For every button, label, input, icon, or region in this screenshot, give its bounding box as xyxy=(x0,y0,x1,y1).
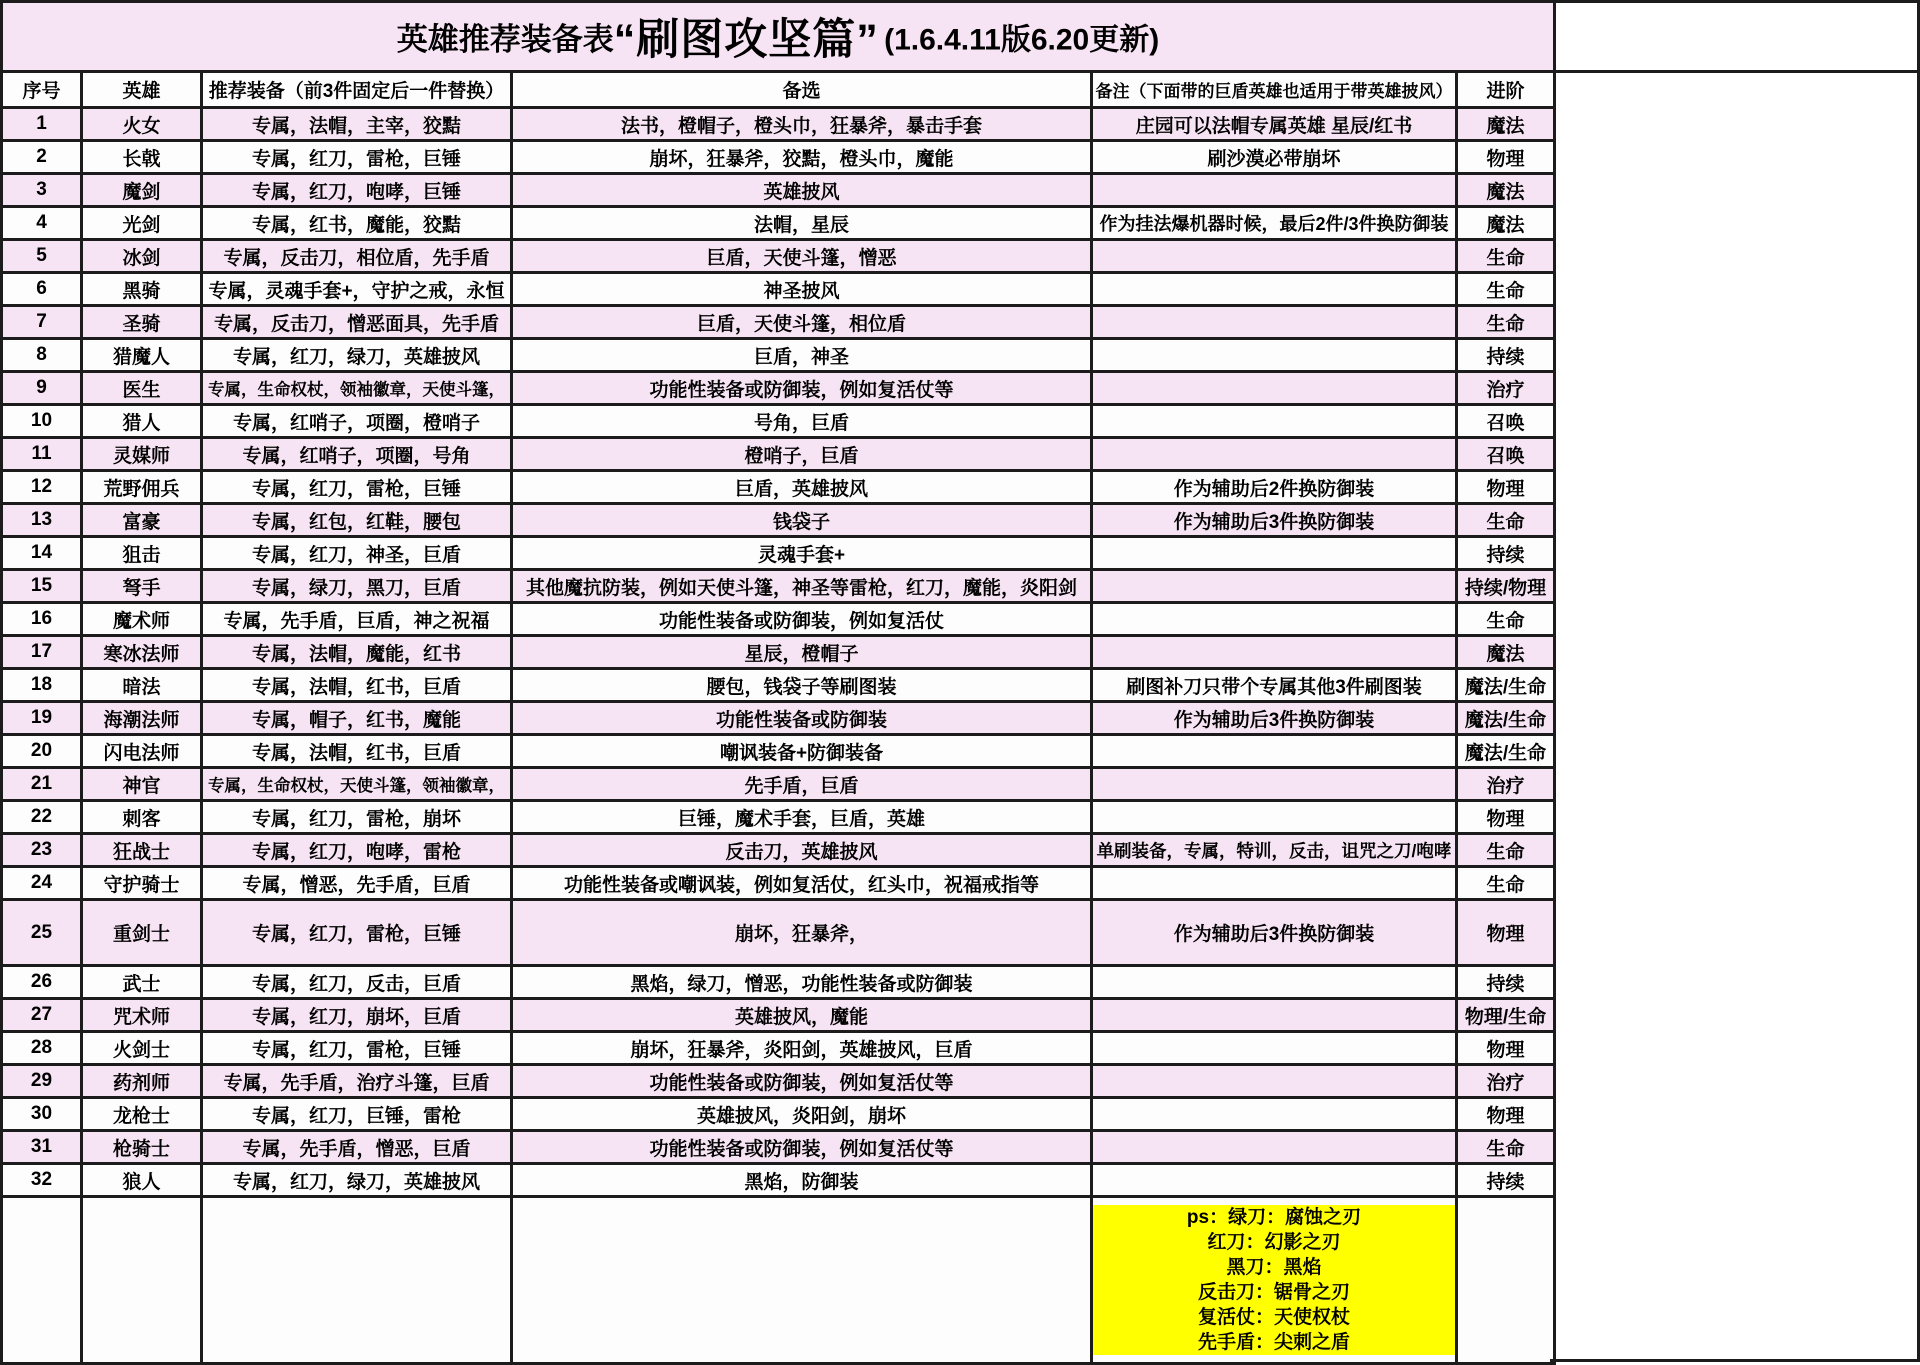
remark xyxy=(1092,438,1457,471)
recommended-equipment: 专属，红刀，雷枪，巨锤 xyxy=(202,1032,512,1065)
hero-name: 狂战士 xyxy=(82,834,202,867)
table-row xyxy=(2,1131,1555,1164)
table-row xyxy=(2,339,1555,372)
table-row xyxy=(2,1098,1555,1131)
table-row xyxy=(2,636,1555,669)
advancement-type: 召唤 xyxy=(1457,405,1555,438)
recommended-equipment: 专属，先手盾，巨盾，神之祝福 xyxy=(202,603,512,636)
alternative-equipment: 灵魂手套+ xyxy=(512,537,1092,570)
alternative-equipment: 巨盾，天使斗篷，憎恶 xyxy=(512,240,1092,273)
table-row xyxy=(2,834,1555,867)
title-bottom-border-extension xyxy=(1550,70,1920,73)
hero-name: 弩手 xyxy=(82,570,202,603)
table-row xyxy=(2,273,1555,306)
advancement-type: 魔法 xyxy=(1457,108,1555,141)
hero-name: 暗法 xyxy=(82,669,202,702)
remark xyxy=(1092,867,1457,900)
advancement-type: 持续/物理 xyxy=(1457,570,1555,603)
ps-note-line: 反击刀：锯骨之刃 xyxy=(1197,1282,1350,1303)
row-number: 13 xyxy=(2,504,82,537)
alternative-equipment: 黑焰，防御装 xyxy=(512,1164,1092,1197)
advancement-type: 魔法 xyxy=(1457,636,1555,669)
advancement-type: 生命 xyxy=(1457,306,1555,339)
advancement-type: 治疗 xyxy=(1457,768,1555,801)
table-row xyxy=(2,207,1555,240)
hero-name: 光剑 xyxy=(82,207,202,240)
remark xyxy=(1092,240,1457,273)
hero-name: 火剑士 xyxy=(82,1032,202,1065)
remark xyxy=(1092,405,1457,438)
title-quote: “刷图攻坚篇” xyxy=(613,16,879,64)
hero-name: 魔术师 xyxy=(82,603,202,636)
row-number: 6 xyxy=(2,273,82,306)
row-number: 29 xyxy=(2,1065,82,1098)
advancement-type: 生命 xyxy=(1457,1131,1555,1164)
row-number: 10 xyxy=(2,405,82,438)
recommended-equipment: 专属，生命权杖，领袖徽章，天使斗篷， xyxy=(202,372,512,405)
alternative-equipment: 黑焰，绿刀，憎恶，功能性装备或防御装 xyxy=(512,966,1092,999)
row-number: 23 xyxy=(2,834,82,867)
hero-name: 守护骑士 xyxy=(82,867,202,900)
row-number: 1 xyxy=(2,108,82,141)
recommended-equipment: 专属，反击刀，憎恶面具，先手盾 xyxy=(202,306,512,339)
remark xyxy=(1092,999,1457,1032)
row-number: 25 xyxy=(2,900,82,966)
empty-cell xyxy=(82,1197,202,1364)
table-row xyxy=(2,603,1555,636)
remark: 庄园可以法帽专属英雄 星辰/红书 xyxy=(1092,108,1457,141)
hero-name: 荒野佣兵 xyxy=(82,471,202,504)
hero-name: 黑骑 xyxy=(82,273,202,306)
table-row xyxy=(2,669,1555,702)
row-number: 17 xyxy=(2,636,82,669)
row-number: 9 xyxy=(2,372,82,405)
ps-note-line: 先手盾：尖刺之盾 xyxy=(1197,1332,1350,1353)
hero-name: 神官 xyxy=(82,768,202,801)
remark xyxy=(1092,1164,1457,1197)
advancement-type: 生命 xyxy=(1457,834,1555,867)
recommended-equipment: 专属，先手盾，憎恶，巨盾 xyxy=(202,1131,512,1164)
ps-note-line: 红刀：幻影之刃 xyxy=(1207,1232,1341,1253)
table-row xyxy=(2,306,1555,339)
hero-name: 枪骑士 xyxy=(82,1131,202,1164)
row-number: 22 xyxy=(2,801,82,834)
remark xyxy=(1092,570,1457,603)
col-header-hero: 英雄 xyxy=(82,72,202,108)
hero-name: 火女 xyxy=(82,108,202,141)
empty-cell xyxy=(2,1197,82,1364)
recommended-equipment: 专属，红哨子，项圈，橙哨子 xyxy=(202,405,512,438)
hero-name: 咒术师 xyxy=(82,999,202,1032)
hero-name: 医生 xyxy=(82,372,202,405)
row-number: 21 xyxy=(2,768,82,801)
row-number: 27 xyxy=(2,999,82,1032)
remark xyxy=(1092,1065,1457,1098)
advancement-type: 持续 xyxy=(1457,339,1555,372)
table-row xyxy=(2,405,1555,438)
table-row xyxy=(2,801,1555,834)
advancement-type: 物理 xyxy=(1457,141,1555,174)
empty-cell xyxy=(202,1197,512,1364)
advancement-type: 召唤 xyxy=(1457,438,1555,471)
row-number: 5 xyxy=(2,240,82,273)
hero-name: 长戟 xyxy=(82,141,202,174)
table-row xyxy=(2,867,1555,900)
alternative-equipment: 巨盾，神圣 xyxy=(512,339,1092,372)
hero-name: 狙击 xyxy=(82,537,202,570)
remark xyxy=(1092,339,1457,372)
title-version: (1.6.4.11版6.20更新) xyxy=(884,23,1160,57)
table-row xyxy=(2,735,1555,768)
row-number: 4 xyxy=(2,207,82,240)
row-number: 30 xyxy=(2,1098,82,1131)
table-row xyxy=(2,174,1555,207)
recommended-equipment: 专属，红哨子，项圈，号角 xyxy=(202,438,512,471)
table-row xyxy=(2,372,1555,405)
alternative-equipment: 功能性装备或防御装，例如复活仗等 xyxy=(512,372,1092,405)
hero-name: 冰剑 xyxy=(82,240,202,273)
alternative-equipment: 法书，橙帽子，橙头巾，狂暴斧，暴击手套 xyxy=(512,108,1092,141)
ps-note-line: 复活仗：天使权杖 xyxy=(1197,1307,1350,1328)
col-header-remark: 备注（下面带的巨盾英雄也适用于带英雄披风） xyxy=(1092,72,1457,108)
hero-name: 寒冰法师 xyxy=(82,636,202,669)
advancement-type: 物理 xyxy=(1457,1098,1555,1131)
recommended-equipment: 专属，红刀，雷枪，崩坏 xyxy=(202,801,512,834)
advancement-type: 持续 xyxy=(1457,1164,1555,1197)
recommended-equipment: 专属，反击刀，相位盾，先手盾 xyxy=(202,240,512,273)
remark xyxy=(1092,273,1457,306)
row-number: 18 xyxy=(2,669,82,702)
recommended-equipment: 专属，红刀，咆哮，雷枪 xyxy=(202,834,512,867)
recommended-equipment: 专属，法帽，红书，巨盾 xyxy=(202,735,512,768)
recommended-equipment: 专属，红包，红鞋，腰包 xyxy=(202,504,512,537)
row-number: 3 xyxy=(2,174,82,207)
row-number: 14 xyxy=(2,537,82,570)
alternative-equipment: 英雄披风 xyxy=(512,174,1092,207)
recommended-equipment: 专属，红刀，巨锤，雷枪 xyxy=(202,1098,512,1131)
row-number: 24 xyxy=(2,867,82,900)
alternative-equipment: 功能性装备或防御装，例如复活仗 xyxy=(512,603,1092,636)
table-row xyxy=(2,1164,1555,1197)
table-row xyxy=(2,900,1555,966)
advancement-type: 生命 xyxy=(1457,603,1555,636)
hero-name: 武士 xyxy=(82,966,202,999)
alternative-equipment: 反击刀，英雄披风 xyxy=(512,834,1092,867)
remark xyxy=(1092,372,1457,405)
recommended-equipment: 专属，红刀，神圣，巨盾 xyxy=(202,537,512,570)
row-number: 32 xyxy=(2,1164,82,1197)
alternative-equipment: 号角，巨盾 xyxy=(512,405,1092,438)
recommended-equipment: 专属，先手盾，治疗斗篷，巨盾 xyxy=(202,1065,512,1098)
hero-name: 闪电法师 xyxy=(82,735,202,768)
table-row xyxy=(2,702,1555,735)
advancement-type: 生命 xyxy=(1457,273,1555,306)
advancement-type: 治疗 xyxy=(1457,1065,1555,1098)
recommended-equipment: 专属，法帽，主宰，狡黠 xyxy=(202,108,512,141)
table-row xyxy=(2,141,1555,174)
recommended-equipment: 专属，红刀，绿刀，英雄披风 xyxy=(202,1164,512,1197)
alternative-equipment: 其他魔抗防装，例如天使斗篷，神圣等雷枪，红刀，魔能，炎阳剑 xyxy=(512,570,1092,603)
recommended-equipment: 专属，绿刀，黑刀，巨盾 xyxy=(202,570,512,603)
alternative-equipment: 功能性装备或防御装，例如复活仗等 xyxy=(512,1065,1092,1098)
recommended-equipment: 专属，红刀，雷枪，巨锤 xyxy=(202,471,512,504)
remark: 作为辅助后3件换防御装 xyxy=(1092,702,1457,735)
recommended-equipment: 专属，红刀，咆哮，巨锤 xyxy=(202,174,512,207)
alternative-equipment: 巨盾，英雄披风 xyxy=(512,471,1092,504)
advancement-type: 物理 xyxy=(1457,900,1555,966)
top-border-extension xyxy=(1550,0,1920,3)
alternative-equipment: 神圣披风 xyxy=(512,273,1092,306)
remark: 作为辅助后2件换防御装 xyxy=(1092,471,1457,504)
alternative-equipment: 腰包，钱袋子等刷图装 xyxy=(512,669,1092,702)
recommended-equipment: 专属，法帽，魔能，红书 xyxy=(202,636,512,669)
alternative-equipment: 功能性装备或防御装，例如复活仗等 xyxy=(512,1131,1092,1164)
recommended-equipment: 专属，红刀，绿刀，英雄披风 xyxy=(202,339,512,372)
alternative-equipment: 钱袋子 xyxy=(512,504,1092,537)
alternative-equipment: 法帽，星辰 xyxy=(512,207,1092,240)
row-number: 2 xyxy=(2,141,82,174)
advancement-type: 生命 xyxy=(1457,240,1555,273)
hero-name: 富豪 xyxy=(82,504,202,537)
row-number: 7 xyxy=(2,306,82,339)
recommended-equipment: 专属，帽子，红书，魔能 xyxy=(202,702,512,735)
row-number: 26 xyxy=(2,966,82,999)
row-number: 19 xyxy=(2,702,82,735)
recommended-equipment: 专属，生命权杖，天使斗篷，领袖徽章， xyxy=(202,768,512,801)
empty-cell xyxy=(1457,1197,1555,1364)
table-row xyxy=(2,471,1555,504)
remark xyxy=(1092,735,1457,768)
advancement-type: 持续 xyxy=(1457,537,1555,570)
hero-name: 海潮法师 xyxy=(82,702,202,735)
advancement-type: 持续 xyxy=(1457,966,1555,999)
table-row xyxy=(2,108,1555,141)
alternative-equipment: 星辰，橙帽子 xyxy=(512,636,1092,669)
table-row xyxy=(2,504,1555,537)
advancement-type: 魔法 xyxy=(1457,174,1555,207)
recommended-equipment: 专属，红刀，雷枪，巨锤 xyxy=(202,900,512,966)
remark xyxy=(1092,768,1457,801)
remark xyxy=(1092,1098,1457,1131)
ps-note-line: 黑刀：黑焰 xyxy=(1226,1257,1322,1278)
header-row xyxy=(2,72,1555,108)
alternative-equipment: 功能性装备或嘲讽装，例如复活仗，红头巾，祝福戒指等 xyxy=(512,867,1092,900)
advancement-type: 生命 xyxy=(1457,504,1555,537)
hero-name: 龙枪士 xyxy=(82,1098,202,1131)
advancement-type: 物理/生命 xyxy=(1457,999,1555,1032)
row-number: 28 xyxy=(2,1032,82,1065)
remark xyxy=(1092,801,1457,834)
alternative-equipment: 先手盾，巨盾 xyxy=(512,768,1092,801)
alternative-equipment: 崩坏，狂暴斧，炎阳剑，英雄披风，巨盾 xyxy=(512,1032,1092,1065)
table-row xyxy=(2,966,1555,999)
table-row xyxy=(2,768,1555,801)
remark: 刷沙漠必带崩坏 xyxy=(1092,141,1457,174)
table-row xyxy=(2,537,1555,570)
row-number: 20 xyxy=(2,735,82,768)
hero-name: 药剂师 xyxy=(82,1065,202,1098)
row-number: 8 xyxy=(2,339,82,372)
hero-name: 灵媒师 xyxy=(82,438,202,471)
advancement-type: 物理 xyxy=(1457,801,1555,834)
remark xyxy=(1092,1131,1457,1164)
row-number: 11 xyxy=(2,438,82,471)
ps-note-line: ps：绿刀：腐蚀之刃 xyxy=(1186,1207,1362,1228)
advancement-type: 物理 xyxy=(1457,1032,1555,1065)
table-row xyxy=(2,999,1555,1032)
alternative-equipment: 橙哨子，巨盾 xyxy=(512,438,1092,471)
empty-cell xyxy=(512,1197,1092,1364)
ps-note-cell xyxy=(1092,1197,1457,1364)
remark xyxy=(1092,966,1457,999)
remark: 作为辅助后3件换防御装 xyxy=(1092,504,1457,537)
recommended-equipment: 专属，法帽，红书，巨盾 xyxy=(202,669,512,702)
remark xyxy=(1092,174,1457,207)
remark xyxy=(1092,306,1457,339)
remark xyxy=(1092,537,1457,570)
remark: 作为辅助后3件换防御装 xyxy=(1092,900,1457,966)
hero-name: 狼人 xyxy=(82,1164,202,1197)
col-header-advancement: 进阶 xyxy=(1457,72,1555,108)
remark: 作为挂法爆机器时候，最后2件/3件换防御装 xyxy=(1092,207,1457,240)
hero-name: 重剑士 xyxy=(82,900,202,966)
hero-name: 魔剑 xyxy=(82,174,202,207)
row-number: 12 xyxy=(2,471,82,504)
alternative-equipment: 崩坏，狂暴斧， xyxy=(512,900,1092,966)
page-title xyxy=(2,2,1555,72)
recommended-equipment: 专属，灵魂手套+，守护之戒，永恒 xyxy=(202,273,512,306)
remark xyxy=(1092,636,1457,669)
title-row xyxy=(2,2,1555,72)
table-row xyxy=(2,240,1555,273)
table-row xyxy=(2,570,1555,603)
table-row xyxy=(2,1065,1555,1098)
advancement-type: 魔法/生命 xyxy=(1457,735,1555,768)
hero-name: 猎魔人 xyxy=(82,339,202,372)
advancement-type: 生命 xyxy=(1457,867,1555,900)
row-number: 16 xyxy=(2,603,82,636)
advancement-type: 物理 xyxy=(1457,471,1555,504)
ps-row xyxy=(2,1197,1555,1364)
advancement-type: 魔法/生命 xyxy=(1457,702,1555,735)
alternative-equipment: 英雄披风，魔能 xyxy=(512,999,1092,1032)
recommended-equipment: 专属，红书，魔能，狡黠 xyxy=(202,207,512,240)
advancement-type: 治疗 xyxy=(1457,372,1555,405)
table-row xyxy=(2,438,1555,471)
ps-note xyxy=(1093,1205,1455,1355)
row-number: 15 xyxy=(2,570,82,603)
alternative-equipment: 崩坏，狂暴斧，狡黠，橙头巾，魔能 xyxy=(512,141,1092,174)
col-header-recommended: 推荐装备（前3件固定后一件替换） xyxy=(202,72,512,108)
remark xyxy=(1092,1032,1457,1065)
recommended-equipment: 专属，红刀，崩坏，巨盾 xyxy=(202,999,512,1032)
advancement-type: 魔法/生命 xyxy=(1457,669,1555,702)
hero-name: 圣骑 xyxy=(82,306,202,339)
advancement-type: 魔法 xyxy=(1457,207,1555,240)
row-number: 31 xyxy=(2,1131,82,1164)
recommended-equipment: 专属，红刀，反击，巨盾 xyxy=(202,966,512,999)
alternative-equipment: 巨锤，魔术手套，巨盾，英雄 xyxy=(512,801,1092,834)
remark xyxy=(1092,603,1457,636)
col-header-index: 序号 xyxy=(2,72,82,108)
recommended-equipment: 专属，憎恶，先手盾，巨盾 xyxy=(202,867,512,900)
table-row xyxy=(2,1032,1555,1065)
alternative-equipment: 功能性装备或防御装 xyxy=(512,702,1092,735)
hero-name: 猎人 xyxy=(82,405,202,438)
hero-name: 刺客 xyxy=(82,801,202,834)
title-main: 英雄推荐装备表 xyxy=(396,22,614,57)
remark: 刷图补刀只带个专属其他3件刷图装 xyxy=(1092,669,1457,702)
col-header-alternative: 备选 xyxy=(512,72,1092,108)
table-body xyxy=(2,108,1555,1197)
recommended-equipment: 专属，红刀，雷枪，巨锤 xyxy=(202,141,512,174)
alternative-equipment: 嘲讽装备+防御装备 xyxy=(512,735,1092,768)
alternative-equipment: 英雄披风，炎阳剑，崩坏 xyxy=(512,1098,1092,1131)
remark: 单刷装备，专属，特训，反击，诅咒之刀/咆哮 xyxy=(1092,834,1457,867)
alternative-equipment: 巨盾，天使斗篷，相位盾 xyxy=(512,306,1092,339)
